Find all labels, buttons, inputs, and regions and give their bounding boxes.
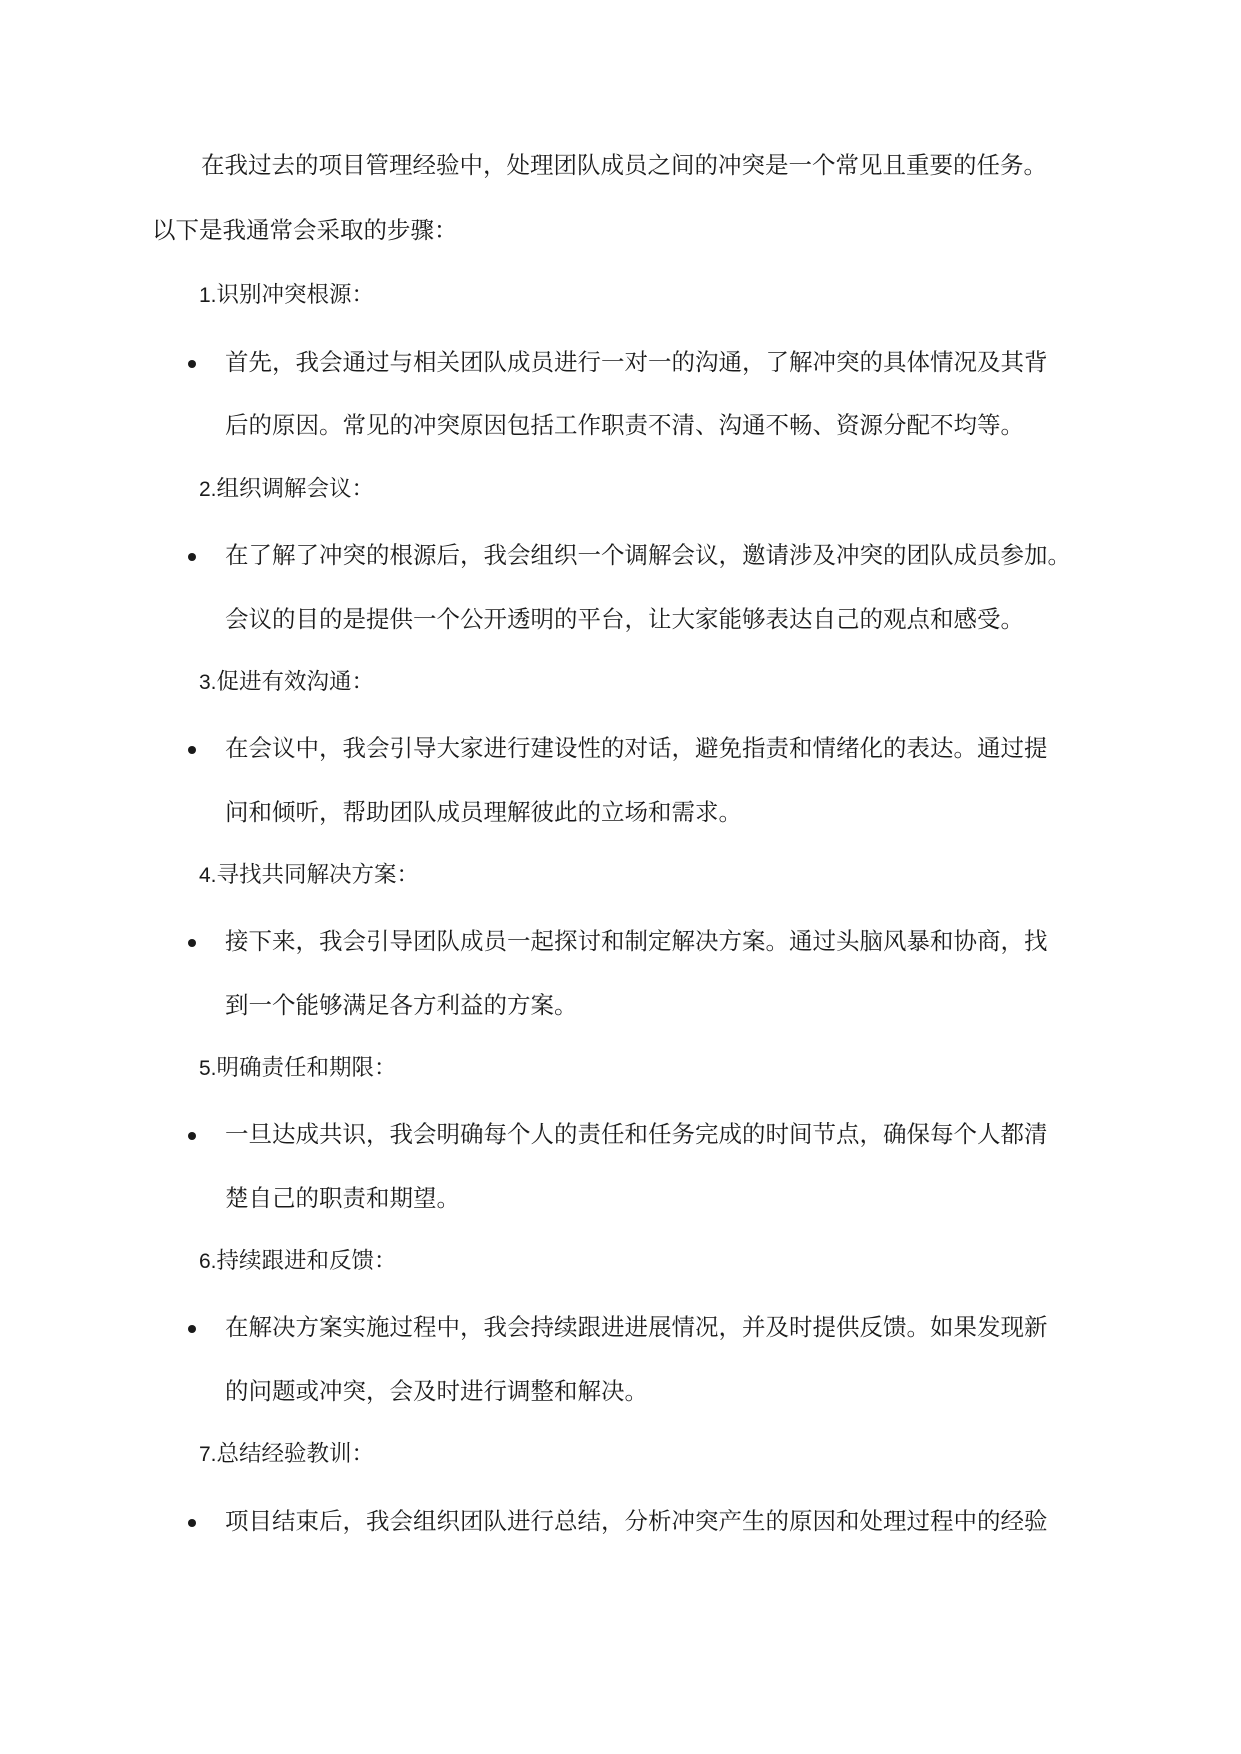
bullet-icon (188, 939, 196, 947)
bullet-icon (188, 360, 196, 368)
step-heading-6 (199, 1245, 397, 1278)
bullet-icon (188, 553, 196, 561)
bullet-text-line: 楚自己的职责和期望。 (225, 1184, 460, 1212)
step-title: 持续跟进和反馈： (216, 1248, 397, 1274)
step-title: 识别冲突根源： (216, 282, 375, 308)
step-title: 寻找共同解决方案： (216, 862, 420, 888)
bullet-icon (188, 746, 196, 754)
step-number: 4. (199, 864, 217, 887)
step-heading-4 (199, 859, 419, 892)
bullet-text-line: 到一个能够满足各方利益的方案。 (225, 991, 578, 1019)
bullet-text-line: 首先，我会通过与相关团队成员进行一对一的沟通，了解冲突的具体情况及其背 (225, 348, 1048, 376)
step-title: 总结经验教训： (216, 1441, 375, 1467)
bullet-icon (188, 1325, 196, 1333)
bullet-text-line: 一旦达成共识，我会明确每个人的责任和任务完成的时间节点，确保每个人都清 (225, 1120, 1048, 1148)
step-number: 2. (199, 478, 217, 501)
bullet-icon (188, 1519, 196, 1527)
step-title: 促进有效沟通： (216, 669, 375, 695)
bullet-text-line: 问和倾听，帮助团队成员理解彼此的立场和需求。 (225, 798, 742, 826)
step-title: 组织调解会议： (216, 476, 375, 502)
step-heading-1 (199, 279, 374, 312)
step-number: 7. (199, 1443, 217, 1466)
bullet-text-line: 的问题或冲突，会及时进行调整和解决。 (225, 1377, 648, 1405)
bullet-text-line: 在了解了冲突的根源后，我会组织一个调解会议，邀请涉及冲突的团队成员参加。 (225, 541, 1071, 569)
step-number: 1. (199, 284, 217, 307)
step-heading-2 (199, 473, 374, 506)
bullet-icon (188, 1132, 196, 1140)
step-number: 3. (199, 671, 217, 694)
intro-paragraph-line-2: 以下是我通常会采取的步骤： (152, 216, 458, 244)
bullet-text-line: 接下来，我会引导团队成员一起探讨和制定解决方案。通过头脑风暴和协商，找 (225, 927, 1048, 955)
step-title: 明确责任和期限： (216, 1055, 397, 1081)
intro-paragraph-line-1: 在我过去的项目管理经验中，处理团队成员之间的冲突是一个常见且重要的任务。 (201, 151, 1047, 179)
step-heading-5 (199, 1052, 397, 1085)
step-number: 6. (199, 1250, 217, 1273)
bullet-text-line: 后的原因。常见的冲突原因包括工作职责不清、沟通不畅、资源分配不均等。 (225, 411, 1024, 439)
bullet-text-line: 项目结束后，我会组织团队进行总结，分析冲突产生的原因和处理过程中的经验 (225, 1507, 1048, 1535)
bullet-text-line: 在会议中，我会引导大家进行建设性的对话，避免指责和情绪化的表达。通过提 (225, 734, 1048, 762)
step-heading-3 (199, 666, 374, 699)
step-heading-7 (199, 1438, 374, 1471)
bullet-text-line: 会议的目的是提供一个公开透明的平台，让大家能够表达自己的观点和感受。 (225, 605, 1024, 633)
bullet-text-line: 在解决方案实施过程中，我会持续跟进进展情况，并及时提供反馈。如果发现新 (225, 1313, 1048, 1341)
step-number: 5. (199, 1057, 217, 1080)
